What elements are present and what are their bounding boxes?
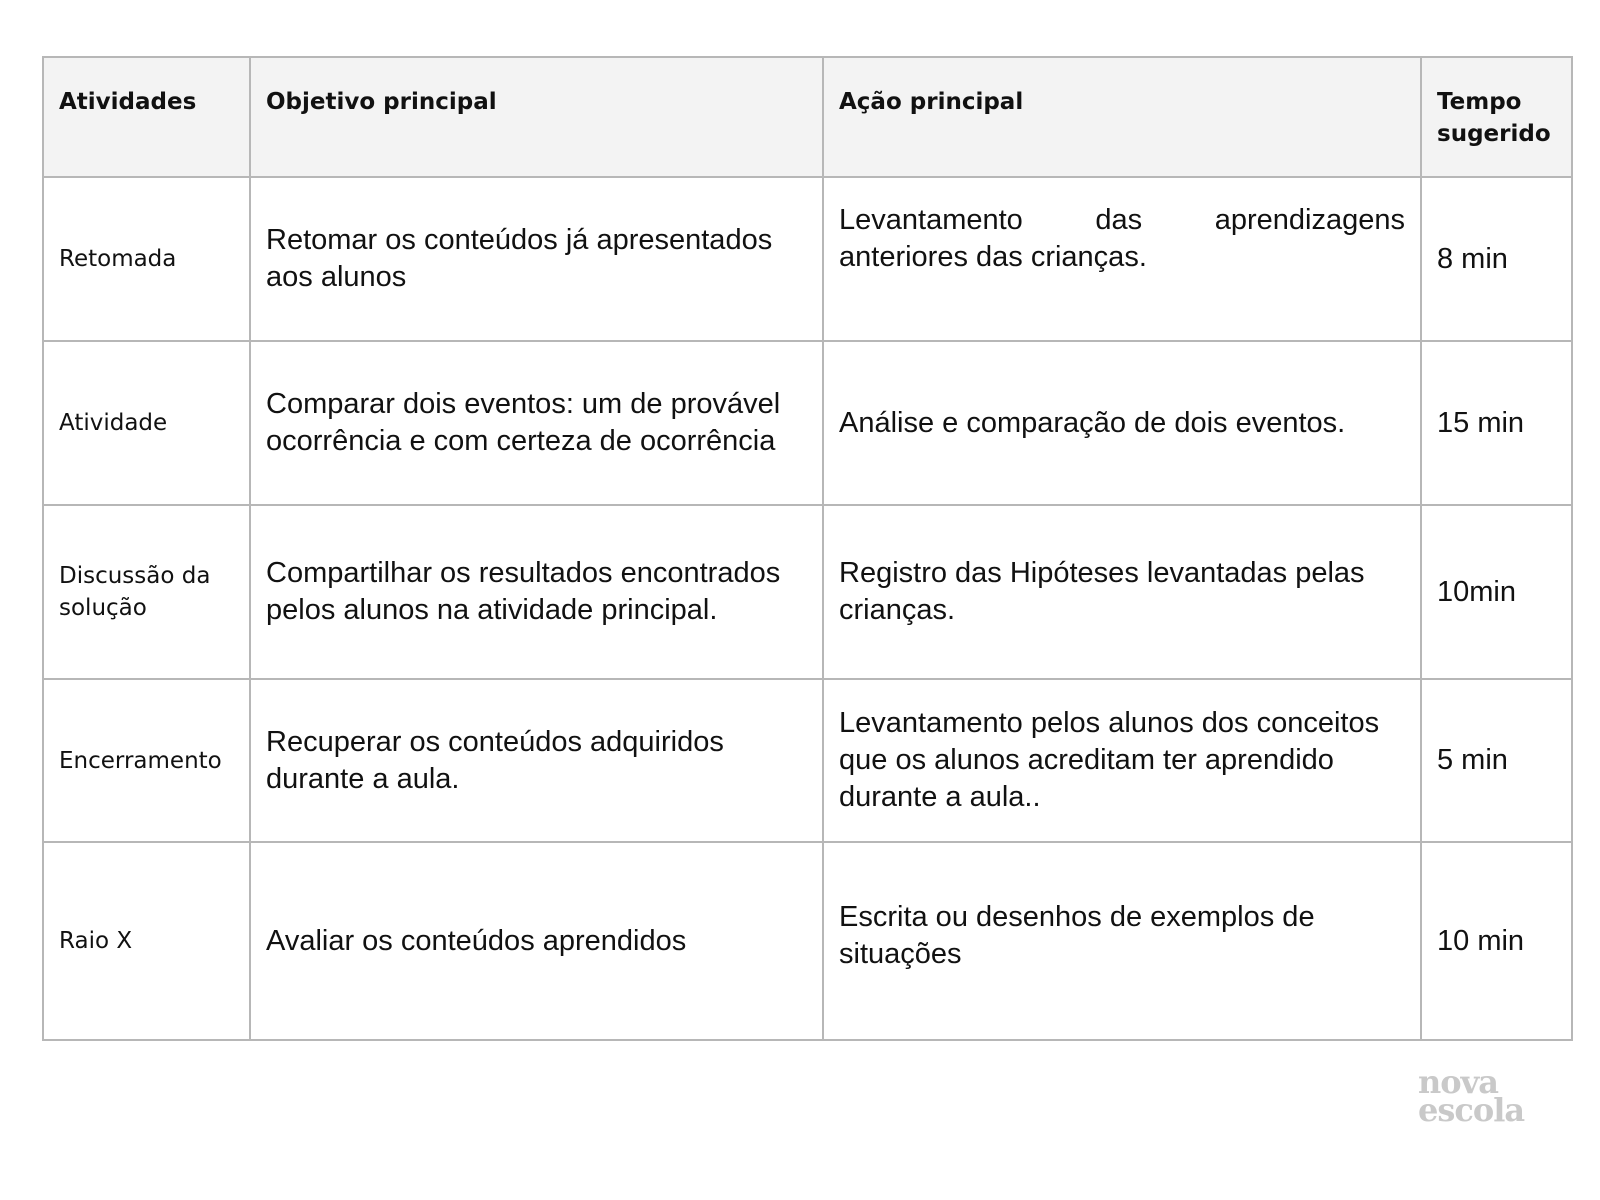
cell-tempo: 5 min bbox=[1421, 679, 1572, 842]
cell-acao: Escrita ou desenhos de exemplos de situações bbox=[823, 842, 1421, 1040]
cell-acao: Análise e comparação de dois eventos. bbox=[823, 341, 1421, 505]
cell-objetivo: Recuperar os conteúdos adquiridos durante a aula. bbox=[250, 679, 823, 842]
table-row bbox=[43, 505, 1572, 679]
cell-acao: Registro das Hipóteses levantadas pelas crianças. bbox=[823, 505, 1421, 679]
cell-objetivo: Retomar os conteúdos já apresentados aos alunos bbox=[250, 177, 823, 341]
table-row bbox=[43, 679, 1572, 842]
cell-objetivo: Comparar dois eventos: um de provável ocorrência e com certeza de ocorrência bbox=[250, 341, 823, 505]
header-tempo-sugerido: Tempo sugerido bbox=[1421, 57, 1572, 177]
cell-acao: Levantamento das aprendizagens anteriores das crianças. bbox=[823, 177, 1421, 341]
header-objetivo-principal: Objetivo principal bbox=[250, 57, 823, 177]
cell-tempo: 10 min bbox=[1421, 842, 1572, 1040]
table-row bbox=[43, 341, 1572, 505]
lesson-plan-table bbox=[42, 56, 1573, 1041]
cell-atividade: Discussão da solução bbox=[43, 505, 250, 679]
cell-tempo: 8 min bbox=[1421, 177, 1572, 341]
cell-objetivo: Compartilhar os resultados encontrados pelos alunos na atividade principal. bbox=[250, 505, 823, 679]
cell-tempo: 10min bbox=[1421, 505, 1572, 679]
nova-escola-logo bbox=[1418, 1063, 1538, 1129]
cell-atividade: Retomada bbox=[43, 177, 250, 341]
cell-acao: Levantamento pelos alunos dos conceitos que os alunos acreditam ter aprendido durante a aula.. bbox=[823, 679, 1421, 842]
header-atividades: Atividades bbox=[43, 57, 250, 177]
cell-objetivo: Avaliar os conteúdos aprendidos bbox=[250, 842, 823, 1040]
cell-atividade: Encerramento bbox=[43, 679, 250, 842]
table-row bbox=[43, 177, 1572, 341]
table-row bbox=[43, 842, 1572, 1040]
cell-atividade: Atividade bbox=[43, 341, 250, 505]
logo-line-escola: escola bbox=[1418, 1091, 1525, 1129]
cell-tempo: 15 min bbox=[1421, 341, 1572, 505]
logo-line-nova: nova bbox=[1418, 1063, 1498, 1101]
cell-atividade: Raio X bbox=[43, 842, 250, 1040]
table-header-row bbox=[43, 57, 1572, 177]
header-acao-principal: Ação principal bbox=[823, 57, 1421, 177]
